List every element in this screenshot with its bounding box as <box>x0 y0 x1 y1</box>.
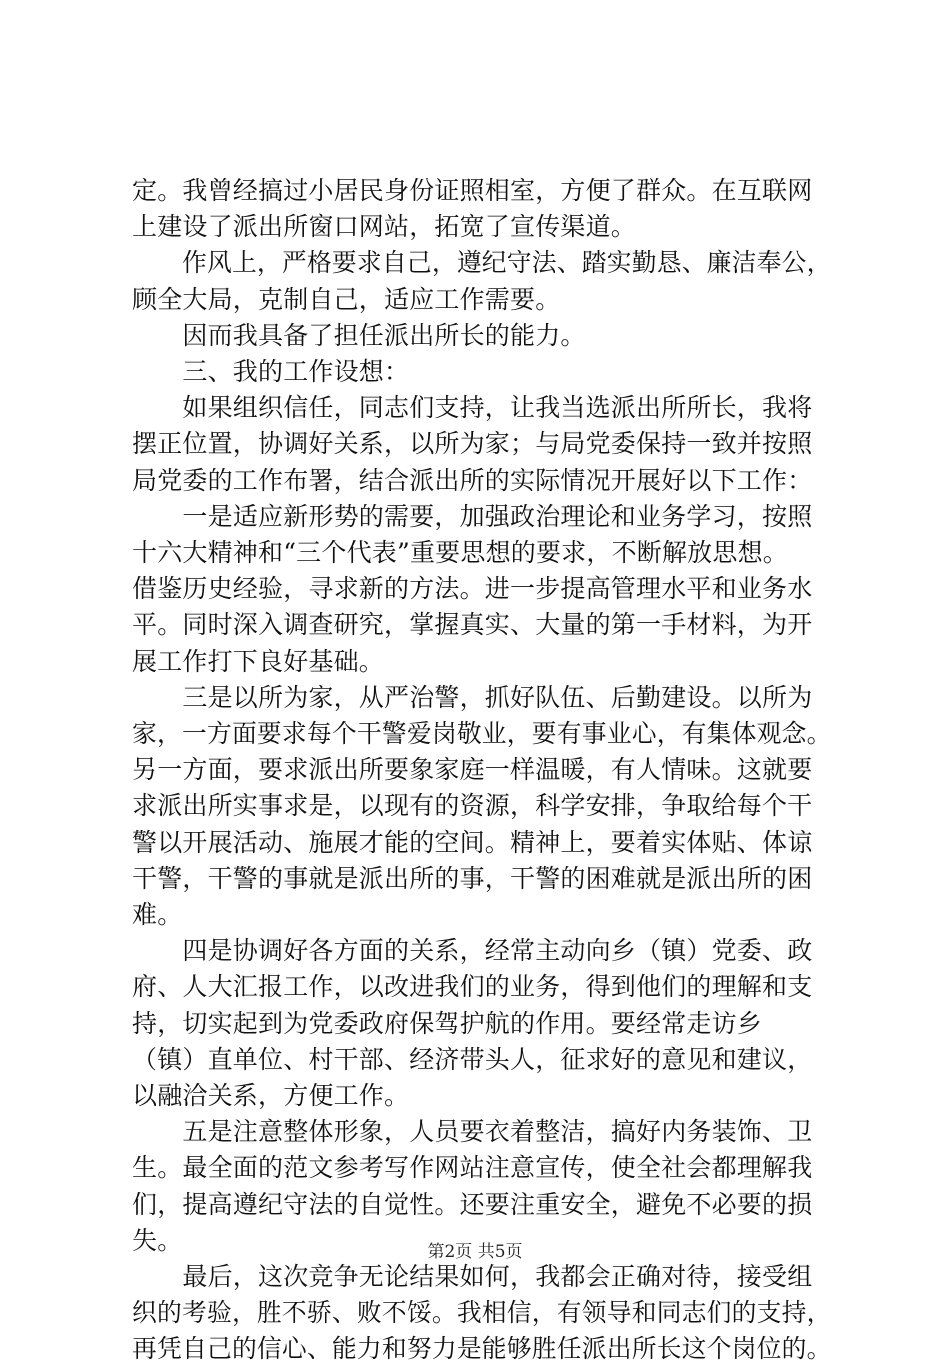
text-line: 局党委的工作布署，结合派出所的实际情况开展好以下工作： <box>132 465 813 495</box>
text-line: 三、我的工作设想： <box>132 357 410 386</box>
text-line: 生。最全面的范文参考写作网站注意宣传，使全社会都理解我 <box>132 1153 813 1183</box>
text-line: 们，提高遵纪守法的自觉性。还要注重安全，避免不必要的损 <box>132 1189 813 1219</box>
text-line: 展工作打下良好基础。 <box>132 646 385 676</box>
text-line: 平。同时深入调查研究，掌握真实、大量的第一手材料，为开 <box>132 610 813 640</box>
text-line: 警以开展活动、施展才能的空间。精神上，要着实体贴、体谅 <box>132 827 813 857</box>
text-line: 借鉴历史经验，寻求新的方法。进一步提高管理水平和业务水 <box>132 574 813 604</box>
text-line: 织的考验，胜不骄、败不馁。我相信，有领导和同志们的支持， <box>132 1298 832 1328</box>
text-line: 因而我具备了担任派出所长的能力。 <box>132 320 586 350</box>
text-line: 十六大精神和“三个代表”重要思想的要求，不断解放思想。 <box>132 538 788 567</box>
text-line: 四是协调好各方面的关系，经常主动向乡（镇）党委、政 <box>132 936 813 966</box>
text-line: 摆正位置，协调好关系，以所为家；与局党委保持一致并按照 <box>132 429 813 459</box>
text-line: 府、人大汇报工作，以改进我们的业务，得到他们的理解和支 <box>132 972 813 1002</box>
text-line: 三是以所为家，从严治警，抓好队伍、后勤建设。以所为 <box>132 682 813 712</box>
text-line: 最后，这次竞争无论结果如何，我都会正确对待，接受组 <box>132 1262 813 1291</box>
text-line: 再凭自己的信心、能力和努力是能够胜任派出所长这个岗位的。 <box>132 1334 832 1364</box>
text-line: （镇）直单位、村干部、经济带头人，征求好的意见和建议， <box>132 1044 813 1074</box>
text-line: 干警，干警的事就是派出所的事，干警的困难就是派出所的困 <box>132 863 813 893</box>
text-line: 失。 <box>132 1225 183 1255</box>
text-line: 家，一方面要求每个干警爱岗敬业，要有事业心，有集体观念。 <box>132 719 832 748</box>
page-footer: 第2页 共5页 <box>427 1242 523 1262</box>
text-line: 顾全大局，克制自己，适应工作需要。 <box>132 284 561 314</box>
text-line: 另一方面，要求派出所要象家庭一样温暖，有人情味。这就要 <box>132 755 813 785</box>
text-line: 上建设了派出所窗口网站，拓宽了宣传渠道。 <box>132 212 637 242</box>
text-line: 一是适应新形势的需要，加强政治理论和业务学习，按照 <box>132 501 813 531</box>
text-line: 持，切实起到为党委政府保驾护航的作用。要经常走访乡 <box>132 1008 763 1038</box>
text-line: 作风上，严格要求自己，遵纪守法、踏实勤恳、廉洁奉公， <box>132 248 832 278</box>
text-line: 五是注意整体形象，人员要衣着整洁，搞好内务装饰、卫 <box>132 1117 813 1147</box>
text-line: 难。 <box>132 900 183 929</box>
text-line: 以融洽关系，方便工作。 <box>132 1081 410 1110</box>
text-line: 定。我曾经搞过小居民身份证照相室，方便了群众。在互联网 <box>132 176 813 205</box>
text-line: 求派出所实事求是，以现有的资源，科学安排，争取给每个干 <box>132 791 813 821</box>
text-line: 如果组织信任，同志们支持，让我当选派出所所长，我将 <box>132 393 813 423</box>
